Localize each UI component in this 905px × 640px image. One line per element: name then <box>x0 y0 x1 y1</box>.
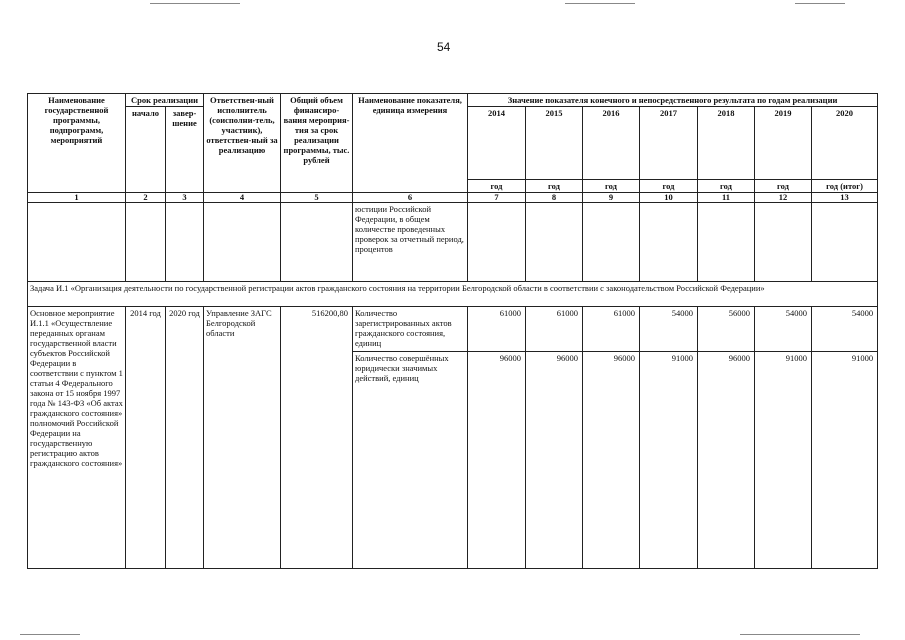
column-number: 7 <box>468 193 526 203</box>
header-indicator: Наименование показателя, единица измерения <box>353 94 468 193</box>
bottom-edge-line <box>740 634 860 635</box>
indicator-name: Количество совершённых юридически значимых действий, единиц <box>353 352 468 569</box>
column-number-row <box>28 193 878 203</box>
column-number: 4 <box>204 193 281 203</box>
activity-row-1 <box>28 307 878 352</box>
column-number: 3 <box>166 193 204 203</box>
empty-cell <box>468 203 526 282</box>
indicator-value: 54000 <box>755 307 812 352</box>
indicator-value: 61000 <box>526 307 583 352</box>
page-number: 54 <box>437 40 451 54</box>
indicator-name: Количество зарегистрированных актов гражданского состояния, единиц <box>353 307 468 352</box>
top-edge-line <box>150 3 240 4</box>
column-number: 5 <box>281 193 353 203</box>
header-values: Значение показателя конечного и непосредственного результата по годам реализации <box>468 94 878 107</box>
task-title: Задача И.1 «Организация деятельности по государственной регистрации актов гражданского состояния на территории Белгородской области в соответствии с законодательством Российской Федерации» <box>28 282 878 307</box>
header-year: 2020 <box>812 107 878 180</box>
empty-cell <box>640 203 698 282</box>
header-executor: Ответствен-ный исполнитель (соисполни-тель, участник), ответствен-ный за реализацию <box>204 94 281 193</box>
activity-executor: Управление ЗАГС Белгородской области <box>204 307 281 569</box>
activity-start: 2014 год <box>126 307 166 569</box>
header-year-unit: год (итог) <box>812 179 878 192</box>
column-number: 1 <box>28 193 126 203</box>
indicator-value: 61000 <box>583 307 640 352</box>
indicator-value: 91000 <box>755 352 812 569</box>
indicator-value: 96000 <box>583 352 640 569</box>
indicator-value: 54000 <box>812 307 878 352</box>
header-year-unit: год <box>640 179 698 192</box>
top-edge-line <box>565 3 635 4</box>
header-program: Наименование государственной программы, подпрограмм, мероприятий <box>28 94 126 193</box>
empty-cell <box>166 203 204 282</box>
continuation-row <box>28 203 878 282</box>
column-number: 9 <box>583 193 640 203</box>
header-year-unit: год <box>755 179 812 192</box>
empty-cell <box>204 203 281 282</box>
header-year: 2014 <box>468 107 526 180</box>
indicator-value: 96000 <box>468 352 526 569</box>
header-year-unit: год <box>698 179 755 192</box>
header-start: начало <box>126 107 166 193</box>
empty-cell <box>28 203 126 282</box>
empty-cell <box>526 203 583 282</box>
empty-cell <box>281 203 353 282</box>
column-number: 10 <box>640 193 698 203</box>
header-year-unit: год <box>583 179 640 192</box>
task-row <box>28 282 878 307</box>
indicator-value: 56000 <box>698 307 755 352</box>
column-number: 8 <box>526 193 583 203</box>
header-row-1 <box>28 94 878 107</box>
empty-cell <box>812 203 878 282</box>
header-year: 2018 <box>698 107 755 180</box>
activity-name: Основное мероприятие И.1.1 «Осуществление переданных органам государственной власти субъектов Российской Федерации в соответствии с пунктом 1 статьи 4 Федерального закона от 15 ноября 1997 года № 143-ФЗ «Об актах гражданского состояния» полномочий Российской Федерации на государственную регистрацию актов гражданского состояния» <box>28 307 126 569</box>
header-year: 2019 <box>755 107 812 180</box>
header-year-unit: год <box>526 179 583 192</box>
column-number: 11 <box>698 193 755 203</box>
bottom-edge-line <box>20 634 80 635</box>
top-edge-line <box>795 3 845 4</box>
activity-end: 2020 год <box>166 307 204 569</box>
empty-cell <box>583 203 640 282</box>
header-period: Срок реализации <box>126 94 204 107</box>
results-table <box>27 93 878 569</box>
empty-cell <box>755 203 812 282</box>
header-year: 2015 <box>526 107 583 180</box>
header-year: 2016 <box>583 107 640 180</box>
empty-cell <box>126 203 166 282</box>
column-number: 12 <box>755 193 812 203</box>
indicator-value: 91000 <box>812 352 878 569</box>
column-number: 13 <box>812 193 878 203</box>
header-year: 2017 <box>640 107 698 180</box>
indicator-value: 54000 <box>640 307 698 352</box>
header-year-unit: год <box>468 179 526 192</box>
header-funding: Общий объем финансиро-вания мероприя-тия за срок реализации программы, тыс. рублей <box>281 94 353 193</box>
column-number: 2 <box>126 193 166 203</box>
header-end: завер-шение <box>166 107 204 193</box>
column-number: 6 <box>353 193 468 203</box>
indicator-value: 96000 <box>526 352 583 569</box>
continuation-indicator: юстиции Российской Федерации, в общем количестве проведенных проверок за отчетный период, процентов <box>353 203 468 282</box>
empty-cell <box>698 203 755 282</box>
indicator-value: 91000 <box>640 352 698 569</box>
indicator-value: 96000 <box>698 352 755 569</box>
activity-funding: 516200,80 <box>281 307 353 569</box>
indicator-value: 61000 <box>468 307 526 352</box>
